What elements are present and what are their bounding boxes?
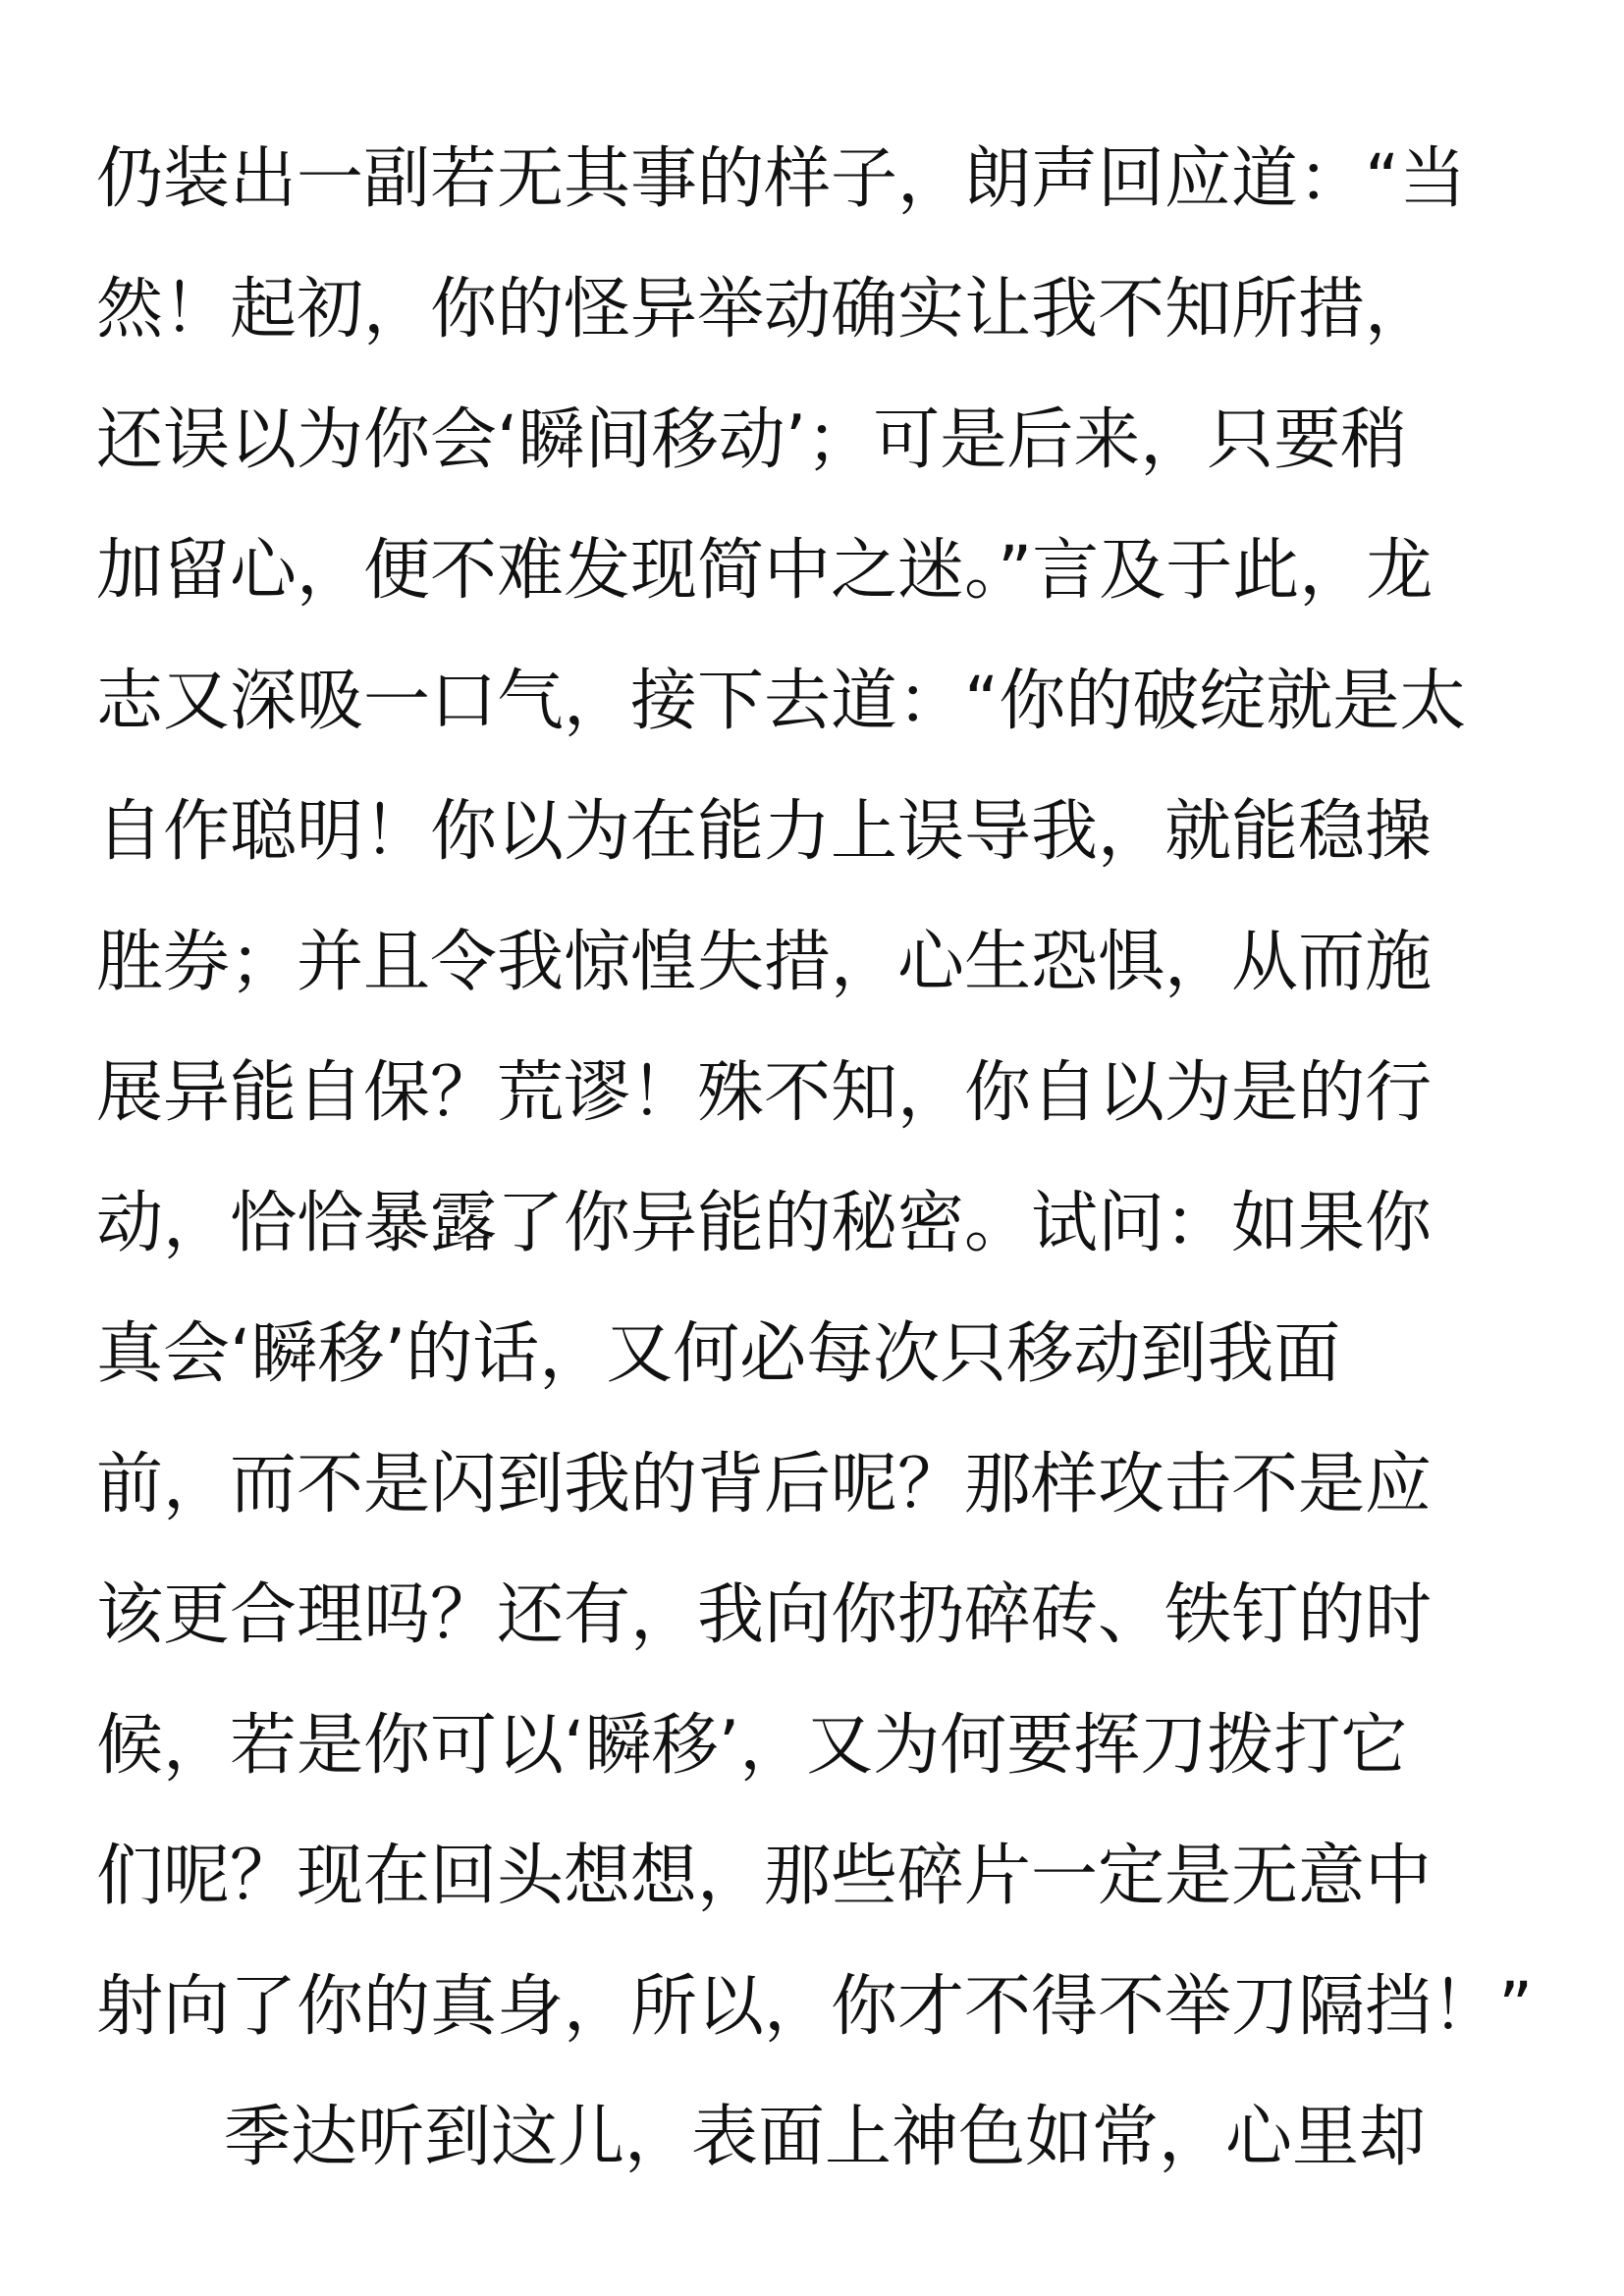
text-line-6: 自作聪明！你以为在能力上误导我，就能稳操 <box>96 793 1433 871</box>
text-line-12: 该更合理吗？还有，我向你扔碎砖、铁钉的时 <box>96 1576 1433 1654</box>
text-line-4: 加留心，便不难发现简中之迷。”言及于此，龙 <box>96 532 1434 610</box>
text-line-11: 前，而不是闪到我的背后呢？那样攻击不是应 <box>96 1446 1433 1523</box>
text-line-16-paragraph-start: 季达听到这儿，表面上神色如常，心里却 <box>224 2099 1427 2176</box>
text-line-13: 候，若是你可以‘瞬移’，又为何要挥刀拨打它 <box>96 1707 1408 1785</box>
text-line-5: 志又深吸一口气，接下去道：“你的破绽就是太 <box>96 663 1467 740</box>
text-line-10: 真会‘瞬移’的话，又何必每次只移动到我面 <box>96 1315 1341 1393</box>
text-line-7: 胜券；并且令我惊惶失措，心生恐惧，从而施 <box>96 924 1433 1001</box>
text-line-2: 然！起初，你的怪异举动确实让我不知所措， <box>96 271 1433 348</box>
text-line-14: 们呢？现在回头想想，那些碎片一定是无意中 <box>96 1838 1433 1915</box>
text-line-9: 动，恰恰暴露了你异能的秘密。试问：如果你 <box>96 1185 1433 1262</box>
text-line-8: 展异能自保？荒谬！殊不知，你自以为是的行 <box>96 1054 1433 1132</box>
text-line-15: 射向了你的真身，所以，你才不得不举刀隔挡！” <box>96 1968 1534 2046</box>
text-line-3: 还误以为你会‘瞬间移动’；可是后来，只要稍 <box>96 401 1408 479</box>
text-line-1: 仍装出一副若无其事的样子，朗声回应道：“当 <box>96 140 1467 218</box>
body-text <box>96 114 1540 2203</box>
